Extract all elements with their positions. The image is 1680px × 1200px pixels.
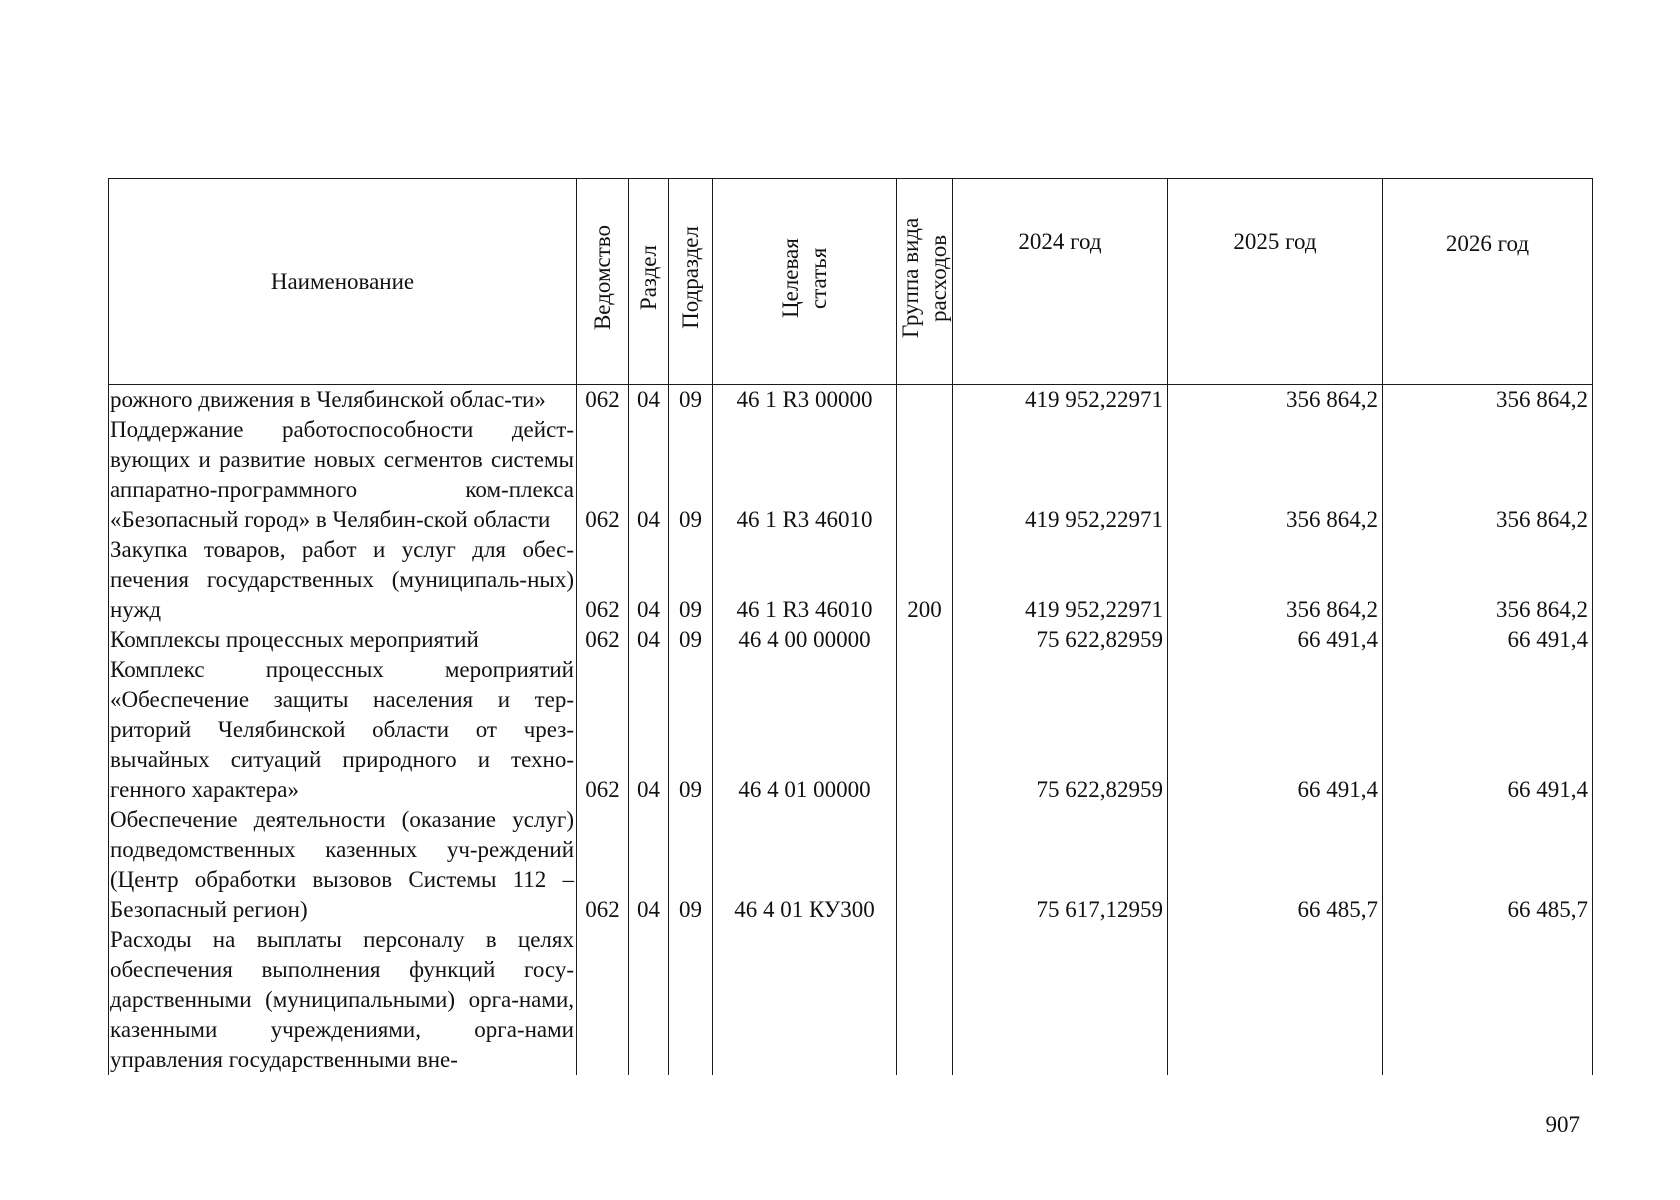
row-target: 46 1 R3 46010	[713, 535, 897, 625]
row-section: 04	[629, 805, 669, 925]
header-dept: Ведомство	[577, 179, 629, 385]
row-target: 46 1 R3 00000	[713, 385, 897, 416]
row-section: 04	[629, 415, 669, 535]
row-group	[897, 805, 953, 925]
row-name: Закупка товаров, работ и услуг для обес-печения государственных (муниципаль-ных) нужд	[109, 535, 577, 625]
row-dept: 062	[577, 385, 629, 416]
row-2026: 66 491,4	[1383, 655, 1593, 805]
table-row	[109, 625, 1593, 655]
budget-table	[108, 178, 1593, 1075]
row-2024: 75 622,82959	[953, 655, 1168, 805]
row-subsection: 09	[669, 805, 713, 925]
row-group	[897, 385, 953, 416]
row-2025: 356 864,2	[1168, 415, 1383, 535]
row-section: 04	[629, 655, 669, 805]
row-name: Комплекс процессных мероприятий «Обеспечение защиты населения и тер-риторий Челябинской области от чрез-вычайных ситуаций природного и техно-генного характера»	[109, 655, 577, 805]
row-subsection: 09	[669, 415, 713, 535]
row-2026	[1383, 925, 1593, 1075]
row-2025	[1168, 925, 1383, 1075]
header-subsection: Подраздел	[669, 179, 713, 385]
table-row	[109, 805, 1593, 925]
header-section: Раздел	[629, 179, 669, 385]
row-subsection: 09	[669, 535, 713, 625]
row-2024	[953, 925, 1168, 1075]
header-target: Целевая статья	[713, 179, 897, 385]
row-2024: 75 622,82959	[953, 625, 1168, 655]
table-row	[109, 925, 1593, 1075]
row-2025: 66 485,7	[1168, 805, 1383, 925]
row-group	[897, 655, 953, 805]
row-2026: 66 485,7	[1383, 805, 1593, 925]
row-dept: 062	[577, 535, 629, 625]
row-group	[897, 925, 953, 1075]
row-dept	[577, 925, 629, 1075]
row-group: 200	[897, 535, 953, 625]
header-2026: 2026 год	[1383, 179, 1593, 385]
row-name: Поддержание работоспособности дейст-вующих и развитие новых сегментов системы аппаратно-программного ком-плекса «Безопасный город» в Челябин-ской области	[109, 415, 577, 535]
row-section	[629, 925, 669, 1075]
row-2024: 419 952,22971	[953, 415, 1168, 535]
row-target: 46 4 00 00000	[713, 625, 897, 655]
row-2025: 66 491,4	[1168, 625, 1383, 655]
row-name: Обеспечение деятельности (оказание услуг) подведомственных казенных уч-реждений (Центр обработки вызовов Системы 112 – Безопасный регион)	[109, 805, 577, 925]
row-name: рожного движения в Челябинской облас-ти»	[109, 385, 577, 416]
table-row	[109, 655, 1593, 805]
row-name: Комплексы процессных мероприятий	[109, 625, 577, 655]
row-target: 46 4 01 00000	[713, 655, 897, 805]
row-subsection: 09	[669, 655, 713, 805]
row-section: 04	[629, 625, 669, 655]
row-group	[897, 625, 953, 655]
row-target	[713, 925, 897, 1075]
row-section: 04	[629, 385, 669, 416]
row-2026: 356 864,2	[1383, 535, 1593, 625]
row-2024: 75 617,12959	[953, 805, 1168, 925]
row-2026: 356 864,2	[1383, 415, 1593, 535]
table-row	[109, 385, 1593, 416]
budget-table-container	[108, 178, 1592, 1075]
row-name: Расходы на выплаты персоналу в целях обеспечения выполнения функций госу-дарственными (муниципальными) орга-нами, казенными учреждениями, орга-нами управления государственными вне-	[109, 925, 577, 1075]
header-expense-group: Группа вида расходов	[897, 179, 953, 385]
row-target: 46 1 R3 46010	[713, 415, 897, 535]
row-2024: 419 952,22971	[953, 385, 1168, 416]
row-dept: 062	[577, 415, 629, 535]
header-name: Наименование	[109, 179, 577, 385]
row-2026: 66 491,4	[1383, 625, 1593, 655]
row-2025: 66 491,4	[1168, 655, 1383, 805]
row-dept: 062	[577, 805, 629, 925]
row-subsection: 09	[669, 385, 713, 416]
row-section: 04	[629, 535, 669, 625]
row-group	[897, 415, 953, 535]
page-number: 907	[1545, 1112, 1580, 1137]
header-2024: 2024 год	[953, 179, 1168, 385]
row-subsection	[669, 925, 713, 1075]
table-row	[109, 415, 1593, 535]
row-2026: 356 864,2	[1383, 385, 1593, 416]
row-2025: 356 864,2	[1168, 385, 1383, 416]
header-2025: 2025 год	[1168, 179, 1383, 385]
row-subsection: 09	[669, 625, 713, 655]
header-row	[109, 179, 1593, 385]
row-dept: 062	[577, 655, 629, 805]
row-2025: 356 864,2	[1168, 535, 1383, 625]
table-row	[109, 535, 1593, 625]
row-dept: 062	[577, 625, 629, 655]
row-target: 46 4 01 КУ300	[713, 805, 897, 925]
row-2024: 419 952,22971	[953, 535, 1168, 625]
